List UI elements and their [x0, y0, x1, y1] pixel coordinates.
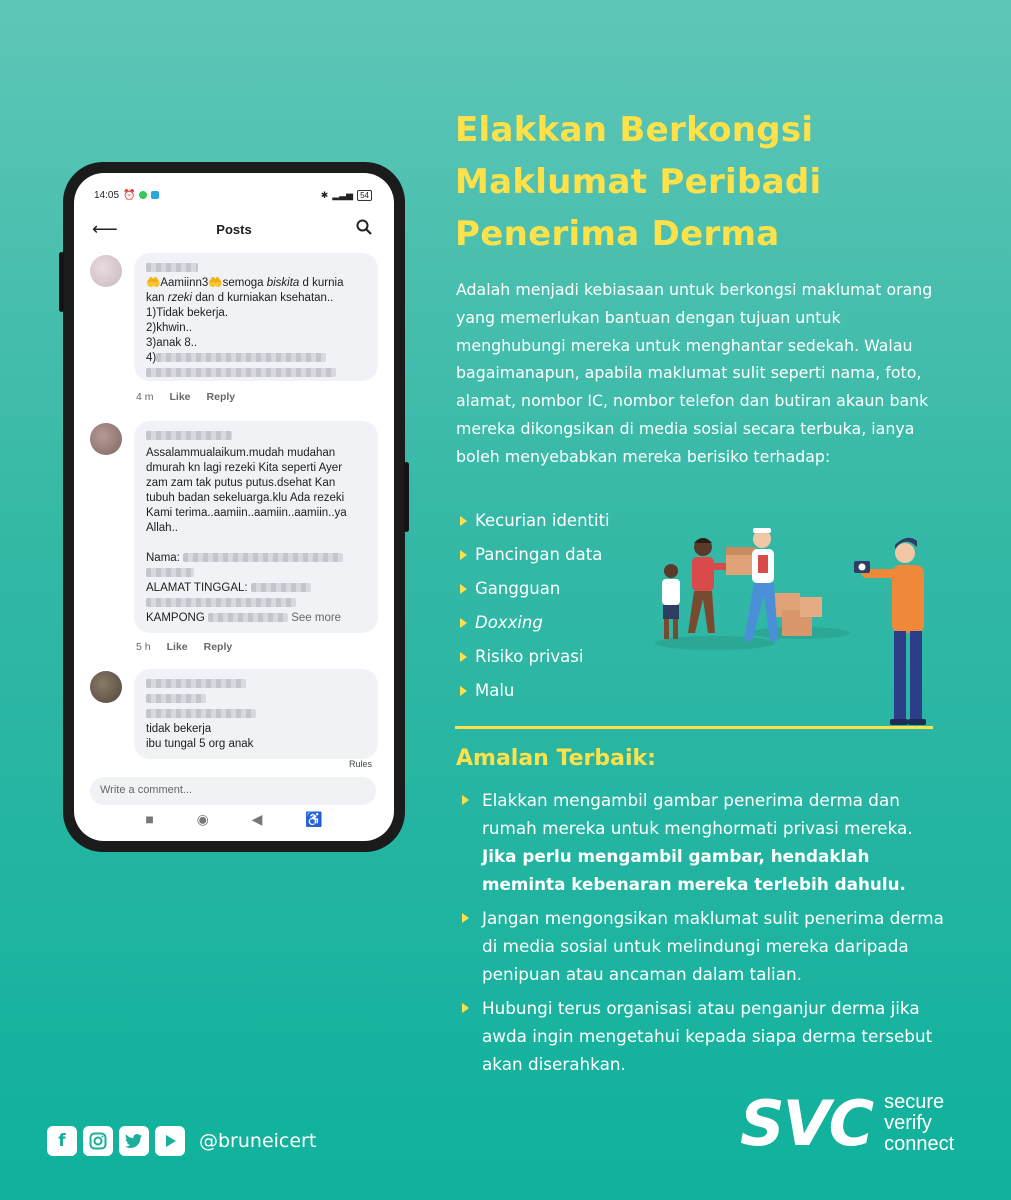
comment-text: Assalammualaikum.mudah mudahan dmurah kn lagi rezeki Kita seperti Ayer zam zam tak putus putus.dsehat Kan tubuh badan sekeluarga.klu Ada rezeki Kami terima..aamiin..aamiin..aamiin..ya Allah.. — [146, 447, 347, 534]
signal-icon: ▂▃▅ — [332, 189, 354, 200]
svc-logo-words: secure verify connect — [884, 1091, 955, 1155]
best-practice-list — [460, 786, 950, 1084]
home-icon[interactable]: ◉ — [196, 810, 209, 827]
avatar[interactable] — [90, 255, 122, 287]
risk-list — [460, 504, 660, 708]
posts-title: Posts — [216, 221, 252, 237]
emoji-icon: 🤲 — [146, 277, 161, 289]
write-comment-input[interactable]: Write a comment... — [90, 777, 376, 805]
accessibility-icon[interactable]: ♿ — [305, 810, 323, 827]
svc-logo-mark: SVC — [740, 1086, 873, 1160]
like-button[interactable]: Like — [169, 391, 191, 403]
phone-side-button — [59, 252, 64, 312]
recent-apps-icon[interactable]: ■ — [145, 811, 154, 827]
arrow-bullet-icon — [460, 550, 467, 560]
risk-item: Doxxing — [460, 606, 660, 640]
facebook-icon[interactable]: f — [47, 1126, 77, 1156]
donation-illustration — [640, 525, 940, 730]
arrow-bullet-icon — [462, 795, 469, 805]
alarm-icon: ⏰ — [123, 189, 136, 201]
arrow-bullet-icon — [460, 516, 467, 526]
back-icon[interactable]: ◀ — [251, 810, 263, 827]
comment-item — [90, 669, 378, 749]
headline: Elakkan Berkongsi Maklumat Peribadi Penerima Derma — [455, 110, 822, 254]
app-notification-icon — [151, 191, 159, 199]
risk-item: Kecurian identiti — [460, 504, 660, 538]
youtube-icon[interactable] — [155, 1126, 185, 1156]
best-practice-title: Amalan Terbaik: — [456, 746, 656, 771]
tip-item: Jangan mengongsikan maklumat sulit penerima derma di media sosial untuk melindungi mereka daripada penipuan atau ancaman dalam talian. — [460, 904, 950, 988]
comment-bubble: 🤲Aamiinn3🤲semoga biskita d kurnia kan rzeki dan d kurniakan ksehatan.. 1)Tidak bekerja. 2)khwin.. 3)anak 8.. 4) — [134, 253, 378, 381]
back-arrow-icon[interactable]: ⟵ — [92, 218, 118, 239]
risk-item: Pancingan data — [460, 538, 660, 572]
arrow-bullet-icon — [460, 686, 467, 696]
social-handle[interactable]: @bruneicert — [199, 1130, 317, 1152]
risk-item: Risiko privasi — [460, 640, 660, 674]
arrow-bullet-icon — [462, 913, 469, 923]
twitter-icon[interactable] — [119, 1126, 149, 1156]
emoji-icon: 🤲 — [208, 277, 223, 289]
comment-bubble: tidak bekerja ibu tungal 5 org anak — [134, 669, 378, 759]
section-divider — [455, 726, 933, 729]
tip-item: Hubungi terus organisasi atau penganjur derma jika awda ingin mengetahui kepada siapa derma tersebut akan diserahkan. — [460, 994, 950, 1078]
arrow-bullet-icon — [460, 584, 467, 594]
search-icon[interactable] — [352, 219, 376, 240]
blurred-name — [146, 679, 246, 688]
phone-mockup — [63, 162, 405, 852]
instagram-icon[interactable] — [83, 1126, 113, 1156]
avatar[interactable] — [90, 423, 122, 455]
like-button[interactable]: Like — [166, 641, 188, 653]
risk-item: Malu — [460, 674, 660, 708]
arrow-bullet-icon — [460, 652, 467, 662]
posts-header — [74, 209, 394, 249]
see-more-link[interactable]: See more — [291, 612, 342, 624]
comment-item — [90, 253, 378, 403]
comment-actions: 4 m Like Reply — [136, 391, 236, 403]
status-time: 14:05 — [94, 189, 120, 201]
status-bar — [94, 187, 372, 203]
android-nav-bar — [74, 807, 394, 831]
svc-logo — [740, 1086, 955, 1160]
blurred-name — [146, 431, 232, 440]
comment-bubble: Assalammualaikum.mudah mudahan dmurah kn lagi rezeki Kita seperti Ayer zam zam tak putus putus.dsehat Kan tubuh badan sekeluarga.klu Ada rezeki Kami terima..aamiin..aamiin..aamiin..ya Allah.. Nama: ALAMAT TINGGAL: KAMPONG See more — [134, 421, 378, 633]
reply-button[interactable]: Reply — [203, 641, 233, 653]
battery-icon: 54 — [357, 190, 372, 201]
risk-item: Gangguan — [460, 572, 660, 606]
arrow-bullet-icon — [462, 1003, 469, 1013]
phone-power-button — [404, 462, 409, 532]
rules-link[interactable]: Rules — [348, 759, 372, 769]
bluetooth-icon: ✱ — [320, 189, 329, 200]
whatsapp-icon — [139, 191, 147, 199]
phone-screen — [74, 173, 394, 841]
comment-item — [90, 421, 378, 656]
comment-feed[interactable] — [74, 249, 394, 750]
reply-button[interactable]: Reply — [206, 391, 236, 403]
arrow-bullet-icon — [460, 618, 467, 628]
comment-actions: 5 h Like Reply — [136, 641, 233, 653]
intro-paragraph: Adalah menjadi kebiasaan untuk berkongsi maklumat orang yang memerlukan bantuan dengan tujuan untuk menghubungi mereka untuk menghantar sedekah. Walau bagaimanapun, apabila maklumat sulit seperti nama, foto, alamat, nombor IC, nombor telefon dan butiran akaun bank mereka dikongsikan di media sosial secara terbuka, ianya boleh menyebabkan mereka berisiko terhadap: — [456, 280, 933, 466]
avatar[interactable] — [90, 671, 122, 703]
blurred-name — [146, 263, 198, 272]
social-links — [47, 1126, 316, 1156]
tip-item: Elakkan mengambil gambar penerima derma dan rumah mereka untuk menghormati privasi mereka. Jika perlu mengambil gambar, hendaklah meminta kebenaran mereka terlebih dahulu. — [460, 786, 950, 898]
